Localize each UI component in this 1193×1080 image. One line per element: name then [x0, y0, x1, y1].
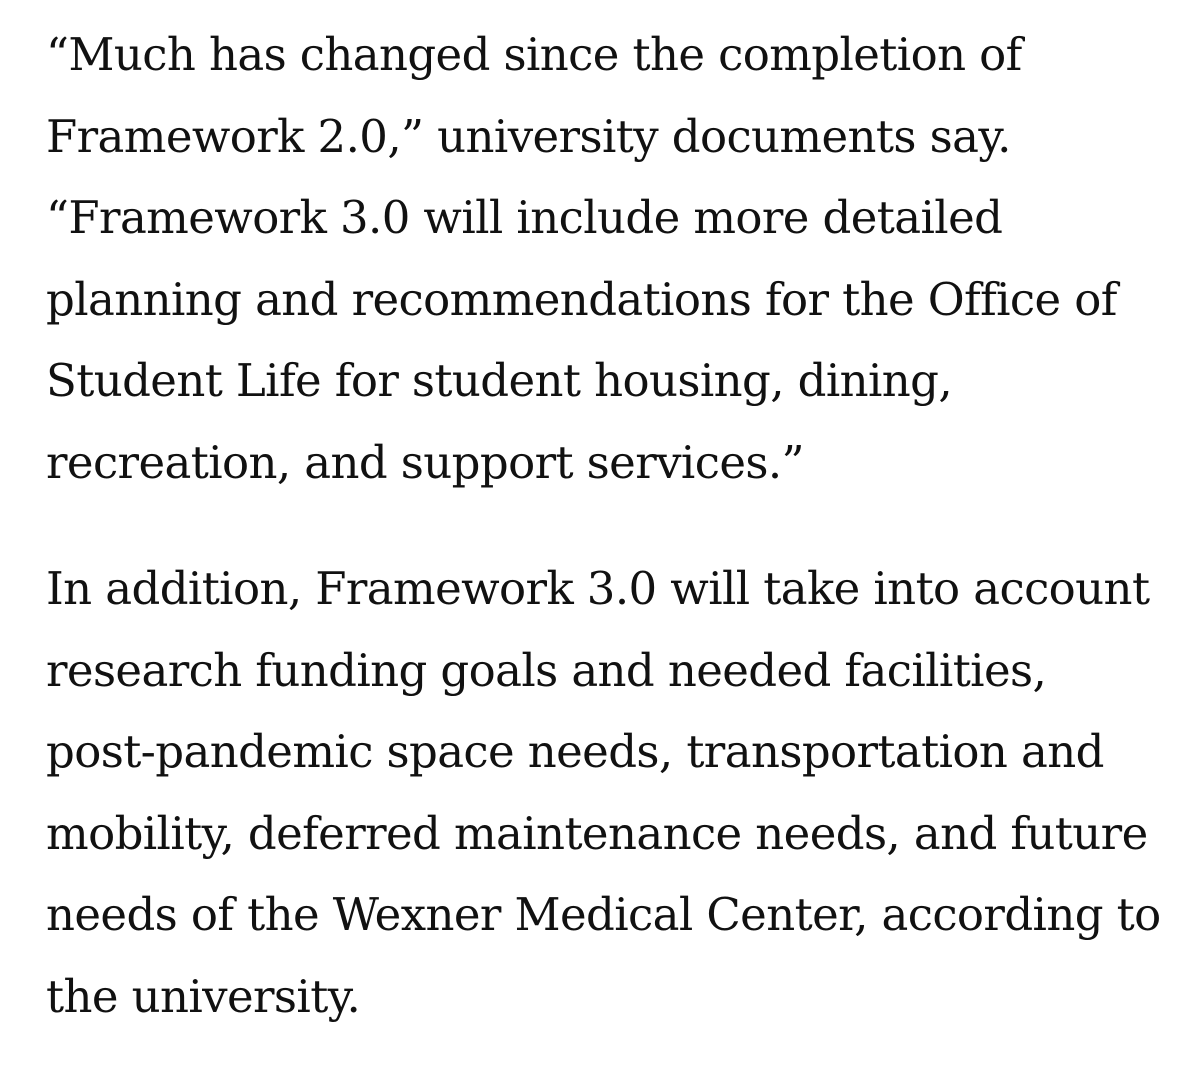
paragraph-line: the university.	[46, 969, 361, 1023]
paragraph-line: planning and recommendations for the Office of	[46, 272, 1117, 326]
paragraph-line: research funding goals and needed facilities,	[46, 643, 1047, 697]
paragraph-line: “Framework 3.0 will include more detailed	[46, 191, 1003, 244]
paragraph-line: needs of the Wexner Medical Center, according to	[46, 888, 1161, 941]
paragraph-2	[46, 548, 1166, 1037]
paragraph-line: Student Life for student housing, dining,	[46, 354, 953, 407]
article-body	[46, 14, 1166, 1037]
paragraph-line: In addition, Framework 3.0 will take into account	[46, 562, 1150, 615]
paragraph-line: recreation, and support services.”	[46, 435, 804, 489]
paragraph-line: “Much has changed since the completion of	[46, 28, 1022, 81]
paragraph-line: post-pandemic space needs, transportation and	[46, 725, 1104, 778]
paragraph-1	[46, 14, 1166, 503]
paragraph-line: mobility, deferred maintenance needs, and future	[46, 806, 1148, 860]
paragraph-line: Framework 2.0,” university documents say.	[46, 109, 1011, 163]
